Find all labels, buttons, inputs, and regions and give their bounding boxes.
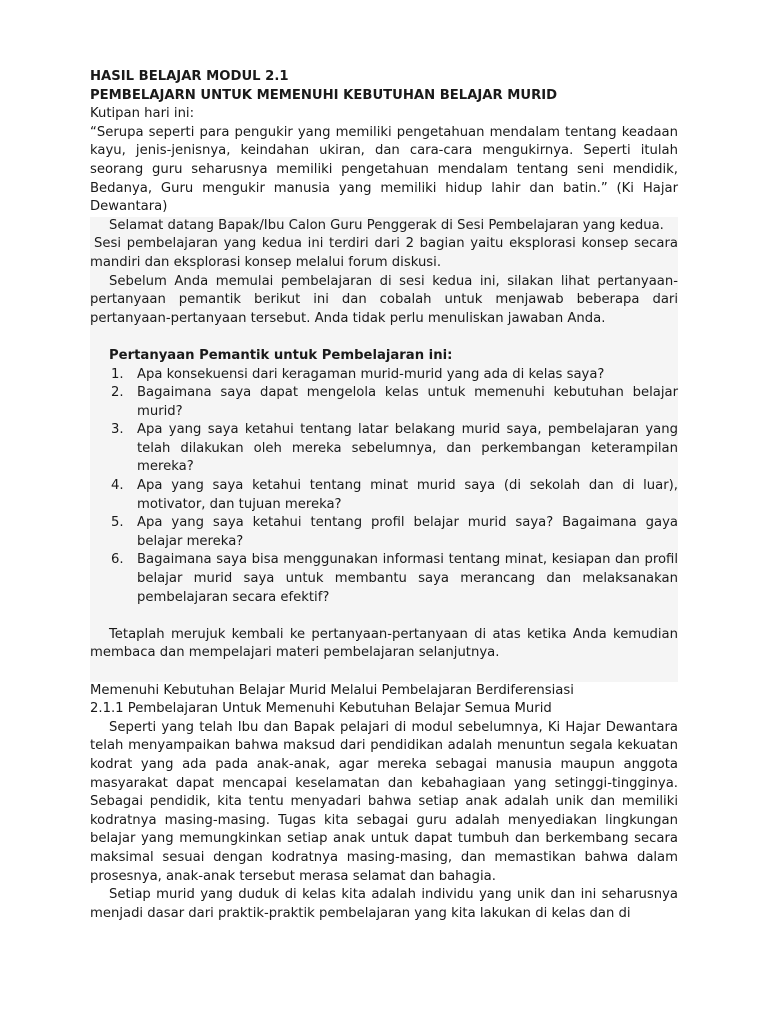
list-item xyxy=(90,384,678,421)
list-item-text: Bagaimana saya dapat mengelola kelas untuk memenuhi kebutuhan belajar murid? xyxy=(137,385,678,419)
document-heading: HASIL BELAJAR MODUL 2.1 xyxy=(90,69,289,84)
session-paragraph: Sesi pembelajaran yang kedua ini terdiri dari 2 bagian yaitu eksplorasi konsep secara mandiri dan eksplorasi konsep melalui forum diskusi. xyxy=(90,236,678,270)
quote-paragraph: “Serupa seperti para pengukir yang memiliki pengetahuan mendalam tentang keadaan kayu, jenis-jenisnya, keindahan ukiran, dan cara-cara mengukirnya. Seperti itulah seorang guru seharusnya memiliki pengetahuan mendalam tentang seni mendidik, Bedanya, Guru mengukir manusia yang memiliki hidup lahir dan batin.” (Ki Hajar Dewantara) xyxy=(90,124,678,215)
list-item xyxy=(90,477,678,514)
document-subheading: PEMBELAJARN UNTUK MEMENUHI KEBUTUHAN BELAJAR MURID xyxy=(90,87,558,103)
questions-title: Pertanyaan Pemantik untuk Pembelajaran ini: xyxy=(109,347,453,363)
body-paragraph: Seperti yang telah Ibu dan Bapak pelajari di modul sebelumnya, Ki Hajar Dewantara telah menyampaikan bahwa maksud dari pendidikan adalah menuntun segala kekuatan kodrat yang ada pada anak-anak, agar mereka sebagai manusia maupun anggota masyarakat dapat mencapai keselamatan dan kebahagiaan yang setinggi-tingginya. Sebagai pendidik, kita tentu menyadari bahwa setiap anak adalah unik dan memiliki kodratnya masing-masing. Tugas kita sebagai guru adalah menyediakan lingkungan belajar yang memungkinkan setiap anak untuk dapat tumbuh dan berkembang secara maksimal sesuai dengan kodratnya masing-masing, dan memastikan bahwa dalam prosesnya, anak-anak tersebut merasa selamat dan bahagia. xyxy=(90,719,678,884)
list-item-text: Bagaimana saya bisa menggunakan informasi tentang minat, kesiapan dan profil belajar murid saya untuk membantu saya merancang dan melaksanakan pembelajaran secara efektif? xyxy=(137,552,678,605)
refer-back-paragraph: Tetaplah merujuk kembali ke pertanyaan-pertanyaan di atas ketika Anda kemudian membaca dan mempelajari materi pembelajaran selanjutnya. xyxy=(90,626,678,661)
list-item-number: 6. xyxy=(111,552,124,568)
questions-list xyxy=(90,366,678,608)
spacer xyxy=(90,328,678,347)
spacer xyxy=(90,607,678,626)
list-item-text: Apa konsekuensi dari keragaman murid-murid yang ada di kelas saya? xyxy=(137,366,605,382)
body-paragraph: Setiap murid yang duduk di kelas kita adalah individu yang unik dan ini seharusnya menjadi dasar dari praktik-praktik pembelajaran yang kita lakukan di kelas dan di xyxy=(90,887,678,921)
section-title: Memenuhi Kebutuhan Belajar Murid Melalui Pembelajaran Berdiferensiasi xyxy=(90,682,574,698)
list-item-number: 2. xyxy=(111,385,124,401)
list-item-number: 1. xyxy=(111,366,124,382)
subsection-title: 2.1.1 Pembelajaran Untuk Memenuhi Kebutuhan Belajar Semua Murid xyxy=(90,701,552,717)
list-item-text: Apa yang saya ketahui tentang latar belakang murid saya, pembelajaran yang telah dilakukan oleh mereka sebelumnya, dan perkembangan keterampilan mereka? xyxy=(137,422,678,475)
list-item-text: Apa yang saya ketahui tentang minat murid saya (di sekolah dan di luar), motivator, dan tujuan mereka? xyxy=(137,478,678,512)
list-item xyxy=(90,421,678,477)
intro-block xyxy=(90,217,678,682)
list-item xyxy=(90,514,678,551)
list-item-text: Apa yang saya ketahui tentang profil belajar murid saya? Bagaimana gaya belajar mereka? xyxy=(137,515,678,549)
list-item-number: 5. xyxy=(111,515,124,531)
before-start-paragraph: Sebelum Anda memulai pembelajaran di sesi kedua ini, silakan lihat pertanyaan-pertanyaan pemantik berikut ini dan cobalah untuk menjawab beberapa dari pertanyaan-pertanyaan tersebut. Anda tidak perlu menuliskan jawaban Anda. xyxy=(90,273,678,326)
quote-label: Kutipan hari ini: xyxy=(90,106,195,122)
list-item-number: 3. xyxy=(111,422,124,438)
list-item xyxy=(90,366,678,385)
list-item xyxy=(90,551,678,607)
list-item-number: 4. xyxy=(111,478,124,494)
welcome-paragraph: Selamat datang Bapak/Ibu Calon Guru Penggerak di Sesi Pembelajaran yang kedua. xyxy=(109,217,664,233)
spacer xyxy=(90,663,678,682)
